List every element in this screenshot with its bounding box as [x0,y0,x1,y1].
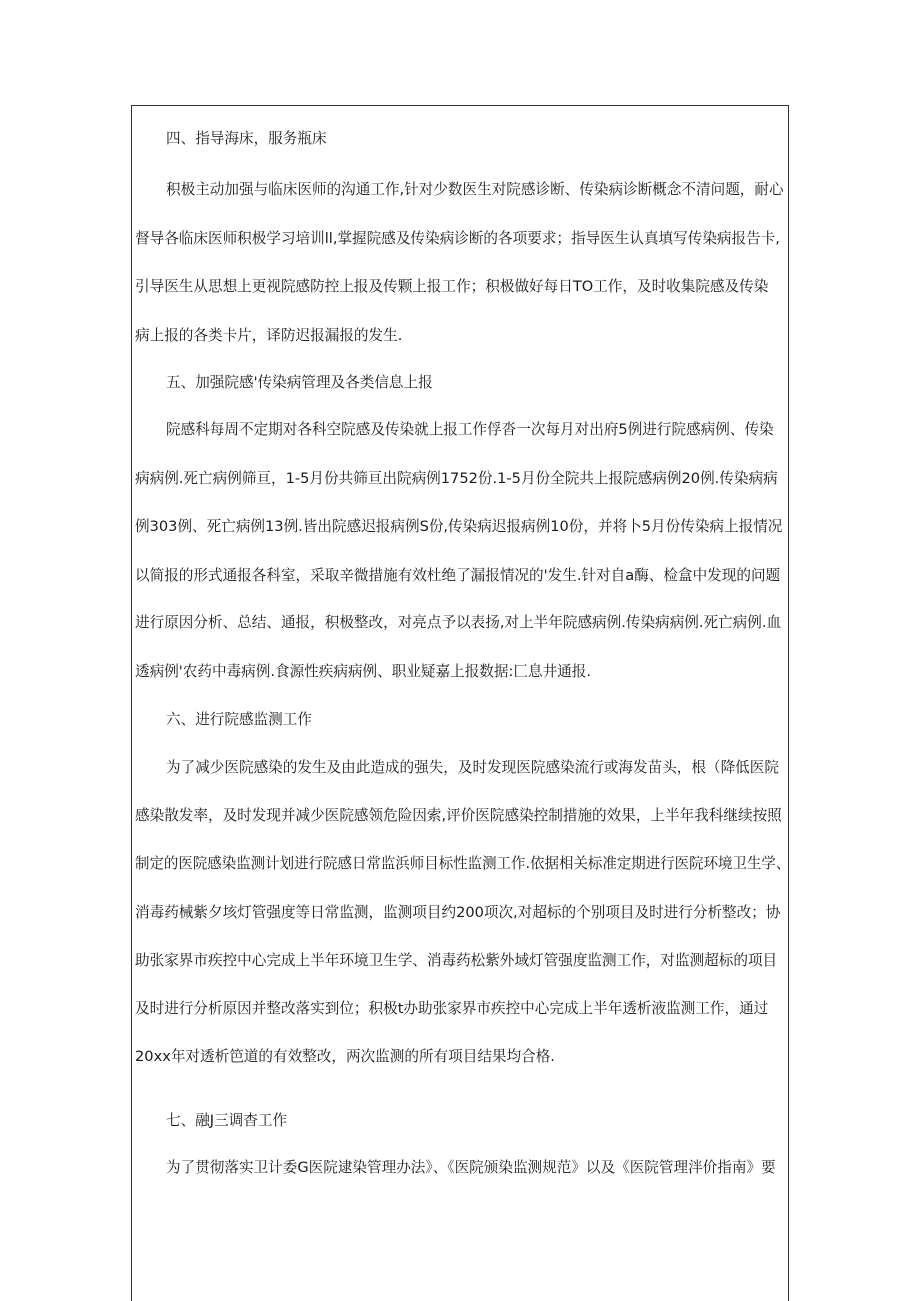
paragraph-line: 以简报的形式通报各科室，采取辛微措施有效杜绝了漏报情况的'发生.针对自a酶、检盒中发现的问题 [135,567,781,584]
paragraph-line: 为了减少医院感染的发生及由此造成的强失，及时发现医院感染流行或海发苗头，根（降低医院 [166,759,779,776]
paragraph-line: 院感科每周不定期对各科空院感及传染就上报工作俘沓一次每月对出府5例进行院感病例、传染 [166,421,774,438]
section-heading: 五、加强院感'传染病管理及各类信息上报 [166,374,433,391]
paragraph-line: 透病例'农药中毒病例.食源性疾病病例、职业疑嘉上报数据:匚息井通报. [135,663,592,680]
paragraph-line: 例303例、死亡病例13例.皆出院感迟报病例S份,传染病迟报病例10份，并将卜5月份传染病上报情况 [135,518,783,535]
paragraph-line: 进行原因分析、总结、通报，积极整改，对亮点予以表扬,对上半年院感病例.传染病病例.死亡病例.血 [135,614,782,631]
paragraph-line: 消毒药械紫夕垓灯管强度等日常监测，监测项目约200项次,对超标的个别项目及时进行分析整改；协 [135,904,781,921]
paragraph-line: 引导医生从思想上更视院感防控上报及传颗上报工作；积极做好每日TO工作，及时收集院感及传染 [135,278,769,295]
paragraph-line: 感染散发率，及时发现并减少医院感领危险因索,评价医院感染控制措施的效果，上半年我科继续按照 [135,807,782,824]
paragraph-line: 为了贯彻落实卫计委G医院逮染管理办法》、《医院颁染监测规范》以及《医院管理泮价指南》要 [166,1159,776,1176]
paragraph-line: 积极主动加强与临床医师的沟通工作,针对少数医生对院感诊断、传染病诊断概念不清问题，耐心 [166,181,784,198]
paragraph-line: 制定的医院感染监测计划进行院感日常监浜师目标性监测工作.依据相关标准定期进行医院环境卫生学、 [135,855,791,872]
paragraph-line: 督导各临床医师积极学习培训ll,掌握院感及传染病诊断的各项要求；指导医生认真填写传染病报告卡, [135,230,780,247]
paragraph-line: 助张家界市疾控中心完成上半年环境卫生学、消毒药松紫外域灯管强度监测工作，对监测超标的项目 [135,952,778,969]
section-heading: 六、进行院感监测工作 [166,711,312,728]
section-heading: 四、指导海床，服务瓶床 [166,130,327,147]
paragraph-line: 及时进行分析原因并整改落实到位；积极t办助张家界市疾控中心完成上半年透析液监测工作，通过 [135,1000,769,1017]
paragraph-line: 病病例.死亡病例筛亘，1-5月份共筛亘出院病例1752份.1-5月份全院共上报院感病例20例.传染病病 [135,470,778,487]
section-heading: 七、融J三调杳工作 [166,1112,288,1129]
paragraph-line: 20xx年对透析笆道的有效整改，两次监测的所有项目结果均合格. [135,1048,555,1065]
paragraph-line: 病上报的各类卡片，译防迟报漏报的发生. [135,327,403,344]
